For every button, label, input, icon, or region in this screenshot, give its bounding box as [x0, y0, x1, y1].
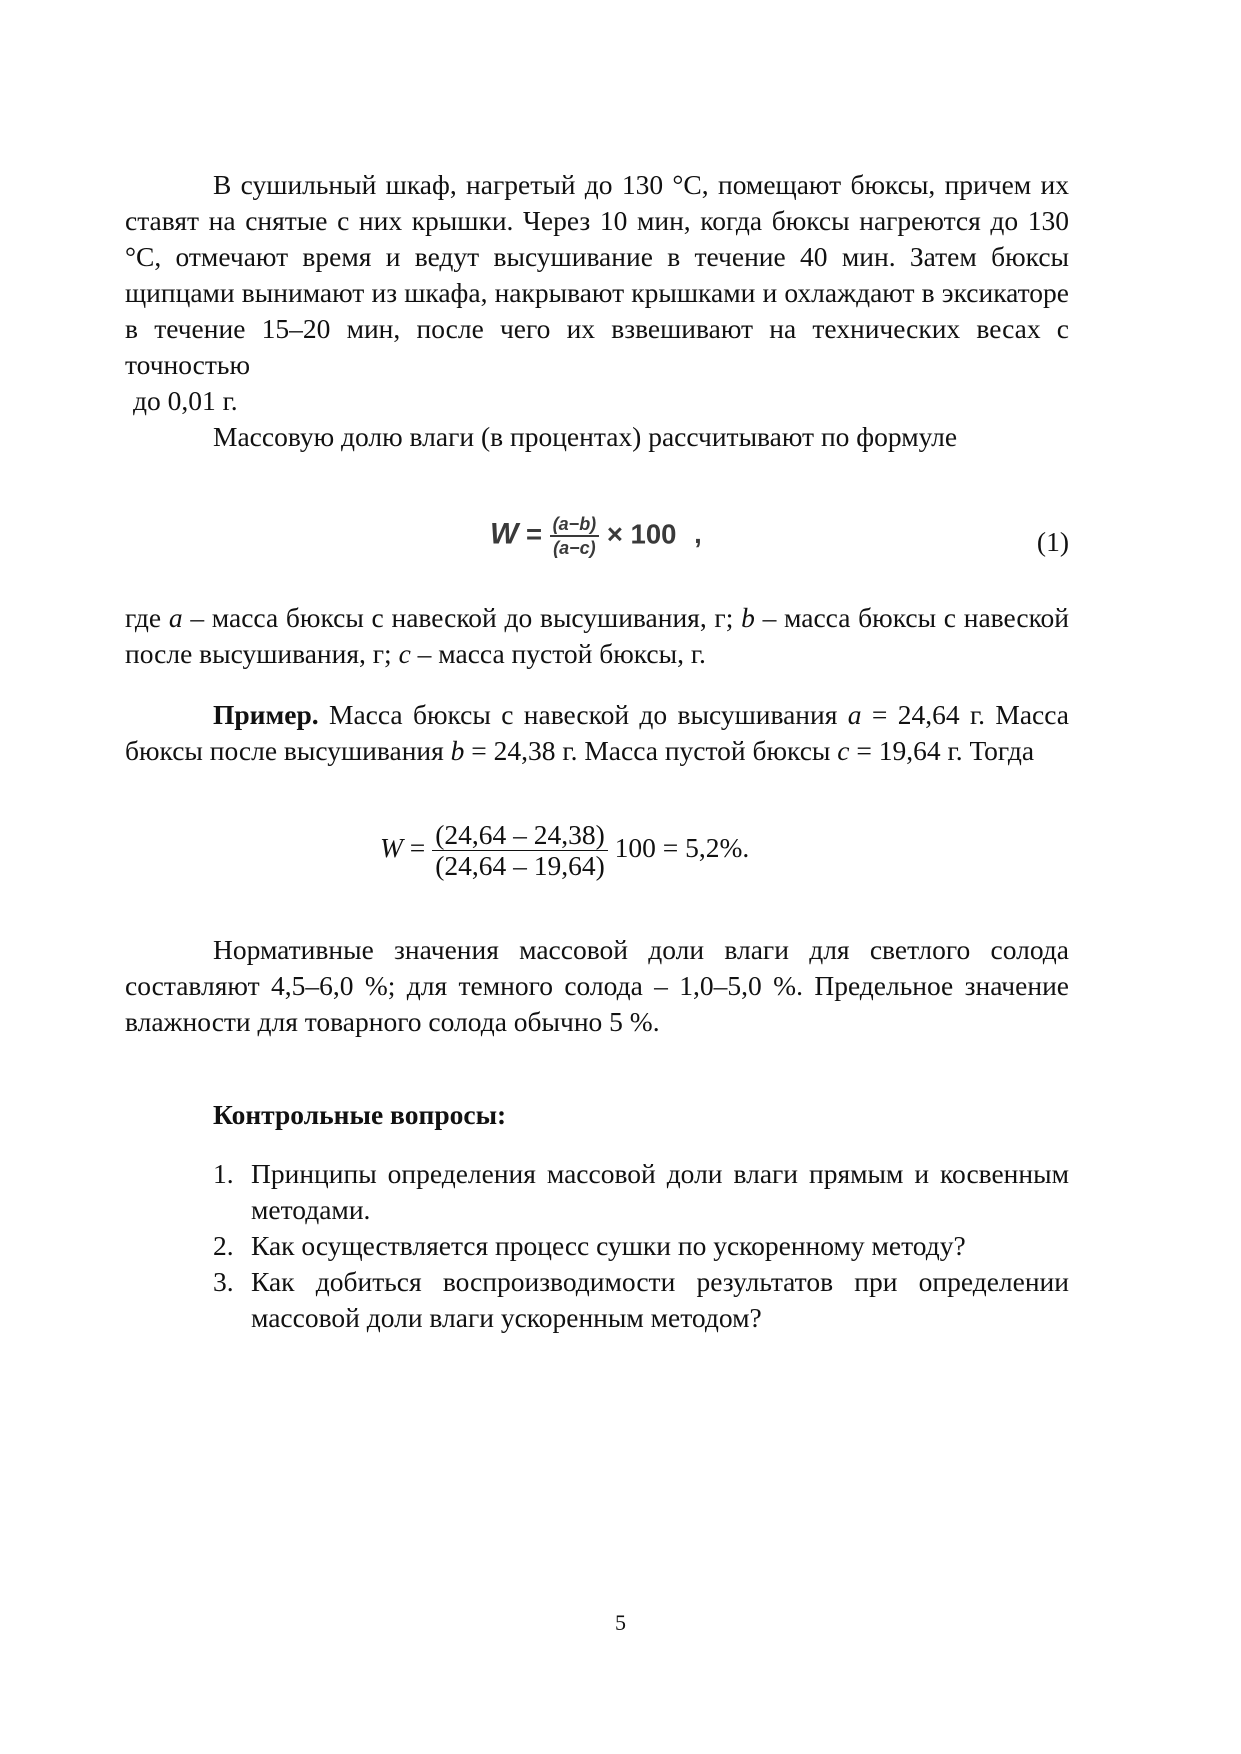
page-number: 5 [615, 1610, 626, 1635]
example-formula-result: 100 = 5,2%. [614, 831, 750, 863]
question-text: Как осуществляется процесс сушки по ускоренному методу? [251, 1230, 966, 1261]
formula-multiplier: × 100 [606, 518, 677, 550]
drying-procedure-paragraph: В сушильный шкаф, нагретый до 130 °С, помещают бюксы, причем их ставят на снятые с них крышки. Через 10 мин, когда бюксы нагреются до 130 °С, отмечают время и ведут высушивание в течение 40 мин. Затем бюксы щипцами вынимают из шкафа, накрывают крышками и охлаждают в эксикаторе в течение 15–20 мин, после чего их взвешивают на технических весах с точностью [125, 169, 1069, 380]
formula-equals: = [525, 518, 543, 550]
formula-denominator: (a−c) [553, 538, 596, 558]
variable-legend: где a – масса бюксы с навеской до высушивания, г; b – масса бюксы с навеской после высушивания, г; c – масса пустой бюксы, г. [125, 602, 1070, 669]
question-text: Как добиться воспроизводимости результатов при определении массовой доли влаги ускоренным методом? [251, 1266, 1069, 1333]
list-item: 1. Принципы определения массовой доли влаги прямым и косвенным методами. [213, 1156, 1069, 1228]
example-block [125, 697, 1069, 769]
formula-trailing: , [694, 518, 702, 550]
norms-paragraph: Нормативные значения массовой доли влаги для светлого солода составляют 4,5–6,0 %; для темного солода – 1,0–5,0 %. Предельное значение влажности для товарного солода обычно 5 %. [125, 934, 1069, 1037]
moisture-formula [490, 513, 702, 559]
legend-block [125, 600, 1069, 672]
example-label: Пример. [213, 699, 319, 730]
formula-numerator: (a−b) [550, 513, 600, 537]
list-item: 3. Как добиться воспроизводимости результатов при определении массовой доли влаги ускоренным методом? [213, 1264, 1069, 1336]
example-formula-lhs: W [380, 831, 403, 863]
example-formula-denominator: (24,64 – 19,64) [435, 850, 605, 881]
question-text: Принципы определения массовой доли влаги прямым и косвенным методами. [251, 1158, 1069, 1225]
example-formula-fraction [432, 820, 608, 881]
equation-number: (1) [1036, 526, 1069, 557]
questions-heading: Контрольные вопросы: [213, 1099, 507, 1130]
example-formula-equals: = [409, 831, 426, 863]
example-paragraph: Пример. Масса бюксы с навеской до высушивания а = 24,64 г. Масса бюксы после высушивания b = 24,38 г. Масса пустой бюксы c = 19,64 г. Тогда [125, 699, 1069, 766]
example-formula-numerator: (24,64 – 24,38) [432, 820, 608, 851]
norms-block [125, 932, 1069, 1040]
intro-block [125, 167, 1069, 455]
list-item: 2. Как осуществляется процесс сушки по ускоренному методу? [213, 1228, 1069, 1264]
formula-intro-paragraph: Массовую долю влаги (в процентах) рассчитывают по формуле [213, 421, 958, 452]
drying-procedure-tail: до 0,01 г. [133, 385, 238, 416]
example-formula [380, 820, 749, 881]
formula-fraction [550, 513, 600, 559]
questions-list [213, 1156, 1069, 1336]
formula-lhs: W [490, 517, 519, 551]
